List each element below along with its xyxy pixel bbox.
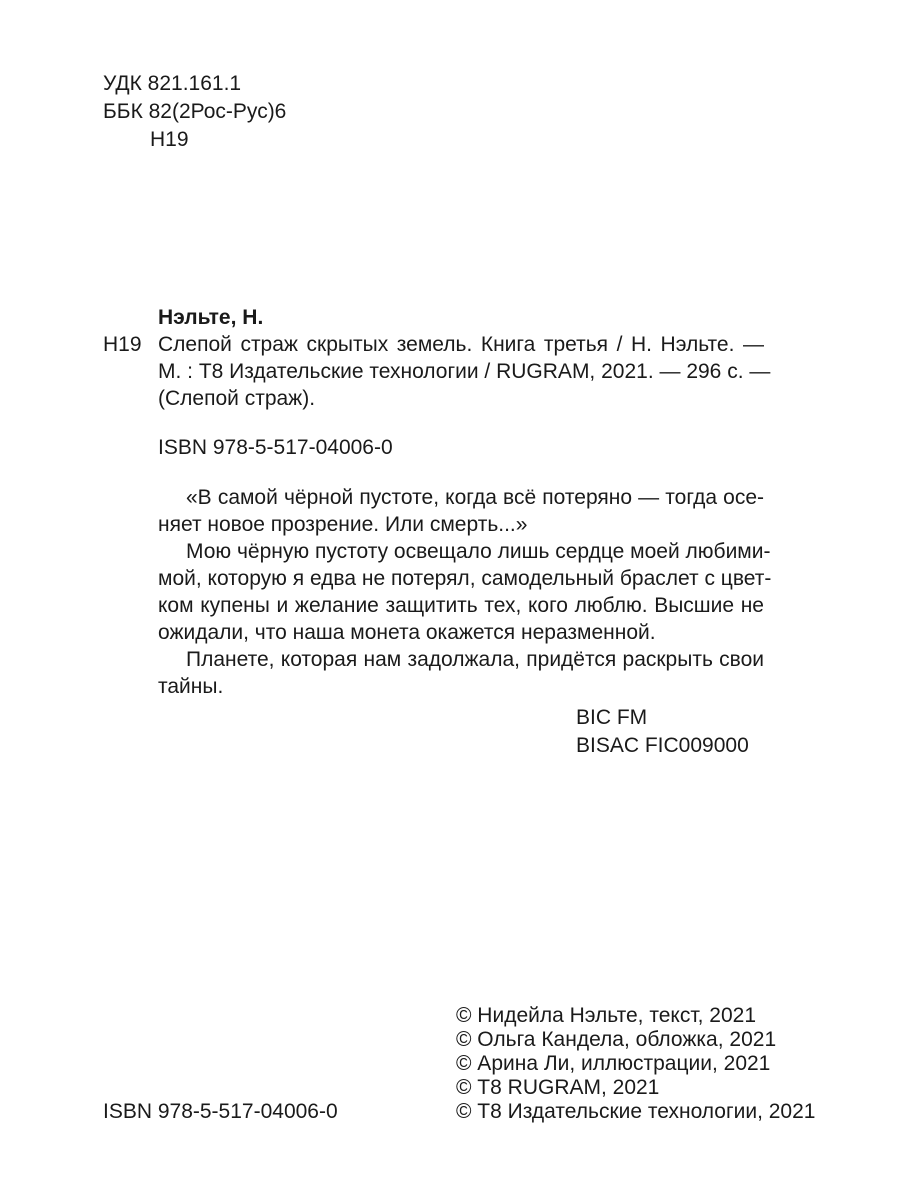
record-author: Нэльте, Н. xyxy=(158,306,264,329)
bic-code: BIC FM xyxy=(576,706,648,729)
record-description xyxy=(158,333,771,414)
copyright-line: © Т8 Издательские технологии, 2021 xyxy=(456,1100,816,1123)
annotation-line: «В самой чёрной пустоте, когда всё потеряно — тогда осе- xyxy=(186,486,764,509)
copyright-line: © Т8 RUGRAM, 2021 xyxy=(456,1076,660,1099)
author-mark-top: Н19 xyxy=(150,128,189,151)
isbn-record: ISBN 978-5-517-04006-0 xyxy=(158,436,393,459)
description-line: (Слепой страж). xyxy=(158,387,316,410)
copyright-line: © Ольга Кандела, обложка, 2021 xyxy=(456,1028,777,1051)
copyright-line: © Нидейла Нэльте, текст, 2021 xyxy=(456,1004,756,1027)
copyright-block xyxy=(456,1004,815,1124)
bbk-code: ББК 82(2Рос-Рус)6 xyxy=(103,100,287,123)
annotation-line: мой, которую я едва не потерял, самодельный браслет с цвет- xyxy=(158,567,772,590)
annotation-line: тайны. xyxy=(158,675,224,698)
isbn-footer: ISBN 978-5-517-04006-0 xyxy=(103,1100,338,1123)
copyright-line: © Арина Ли, иллюстрации, 2021 xyxy=(456,1052,771,1075)
annotation-line: няет новое прозрение. Или смерть...» xyxy=(158,513,528,536)
description-line: М. : Т8 Издательские технологии / RUGRAM, 2021. — 296 с. — xyxy=(158,360,771,383)
udk-code: УДК 821.161.1 xyxy=(103,72,242,95)
annotation-line: ожидали, что наша монета окажется неразменной. xyxy=(158,621,656,644)
annotation xyxy=(158,486,772,702)
annotation-line: Мою чёрную пустоту освещало лишь сердце моей любими- xyxy=(186,540,771,563)
annotation-line: ком купены и желание защитить тех, кого люблю. Высшие не xyxy=(158,594,764,617)
annotation-line: Планете, которая нам задолжала, придётся раскрыть свои xyxy=(186,648,764,671)
author-mark-side: Н19 xyxy=(103,333,142,356)
description-line: Слепой страж скрытых земель. Книга третья / Н. Нэльте. — xyxy=(158,333,764,356)
bisac-code: BISAC FIC009000 xyxy=(576,734,749,757)
